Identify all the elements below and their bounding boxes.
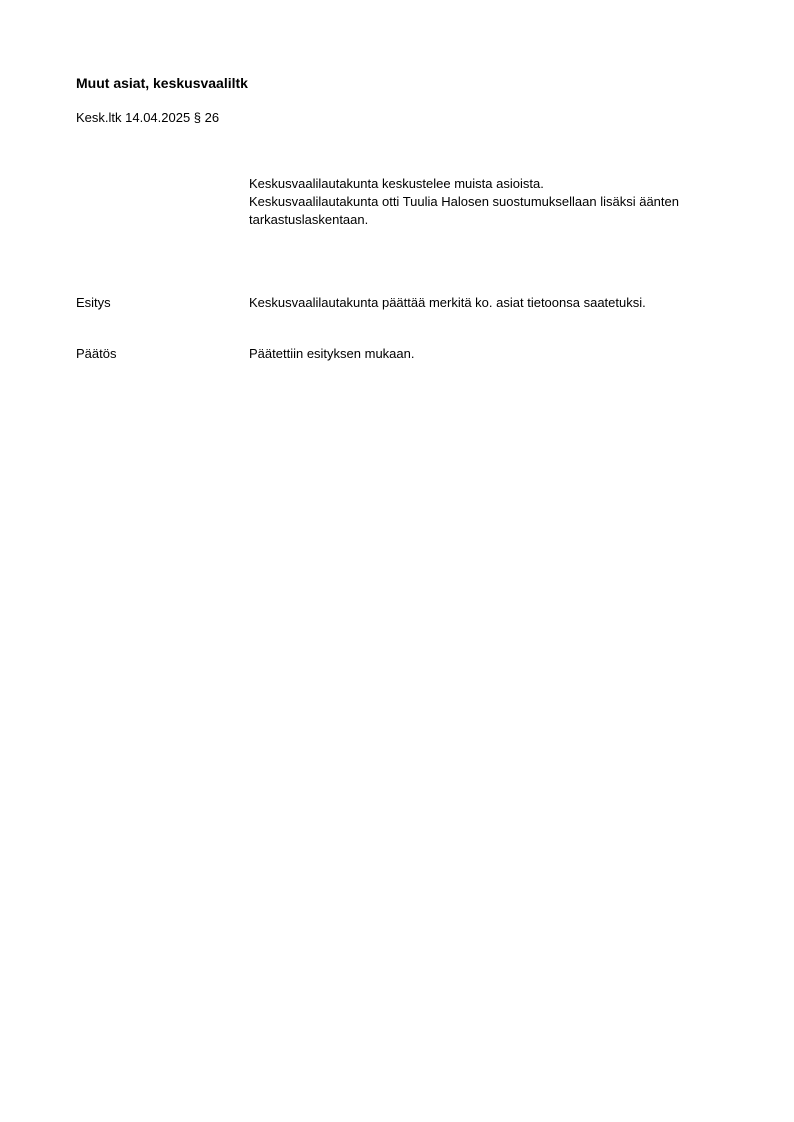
description-line: Keskusvaalilautakunta keskustelee muista asioista. bbox=[249, 176, 544, 191]
description-paragraph bbox=[249, 175, 749, 229]
meeting-reference: Kesk.ltk 14.04.2025 § 26 bbox=[76, 110, 220, 125]
document-title: Muut asiat, keskusvaaliltk bbox=[76, 75, 248, 91]
decision-label: Päätös bbox=[76, 346, 117, 361]
proposal-text: Keskusvaalilautakunta päättää merkitä ko. asiat tietoonsa saatetuksi. bbox=[249, 295, 646, 310]
decision-text: Päätettiin esityksen mukaan. bbox=[249, 346, 415, 361]
description-line: Keskusvaalilautakunta otti Tuulia Halosen suostumuksellaan lisäksi äänten tarkastuslaskentaan. bbox=[249, 194, 679, 227]
proposal-label: Esitys bbox=[76, 295, 111, 310]
